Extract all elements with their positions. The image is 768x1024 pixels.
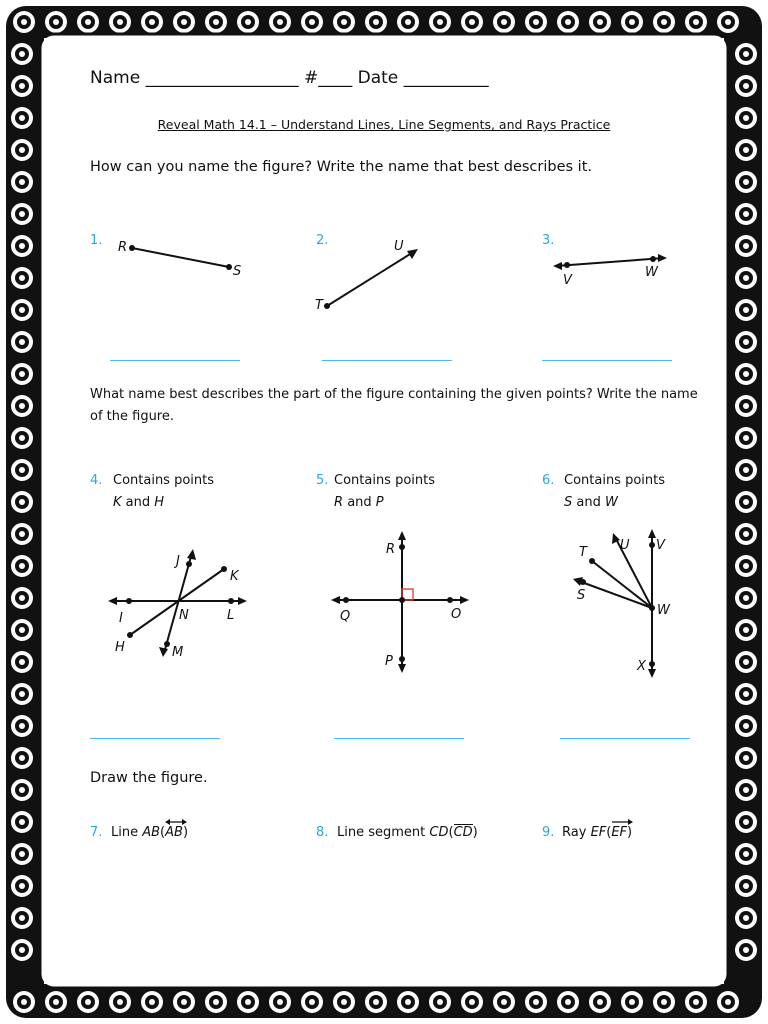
point-label: T bbox=[579, 545, 587, 560]
border-swirl bbox=[7, 199, 37, 229]
section3-instruction: Draw the figure. bbox=[90, 770, 208, 786]
line-symbol bbox=[165, 825, 183, 840]
border-swirl bbox=[731, 871, 761, 901]
border-swirl bbox=[731, 551, 761, 581]
figure-5-perpendicular-lines bbox=[325, 528, 475, 678]
point-label: T bbox=[315, 298, 323, 313]
border-swirl bbox=[7, 839, 37, 869]
problem-1-number: 1. bbox=[90, 233, 103, 248]
border-swirl bbox=[7, 935, 37, 965]
border-swirl bbox=[731, 743, 761, 773]
point-label: S bbox=[233, 264, 242, 279]
problem-7-label: Line bbox=[111, 825, 139, 840]
point-label: U bbox=[394, 239, 404, 254]
point-label: N bbox=[179, 608, 189, 623]
problem-8-label: Line segment bbox=[337, 825, 426, 840]
point-label: I bbox=[119, 611, 123, 626]
problem-8-number: 8. bbox=[316, 825, 329, 840]
border-swirl bbox=[731, 583, 761, 613]
worksheet-title: Reveal Math 14.1 – Understand Lines, Line Segments, and Rays Practice bbox=[157, 117, 611, 132]
figure-4-intersecting-lines bbox=[100, 540, 260, 670]
border-swirl bbox=[329, 987, 359, 1017]
point-label: H bbox=[115, 640, 125, 655]
border-swirl bbox=[457, 987, 487, 1017]
border-swirl bbox=[7, 711, 37, 741]
border-swirl bbox=[713, 7, 743, 37]
problem-6-points bbox=[564, 495, 618, 510]
border-swirl bbox=[361, 987, 391, 1017]
border-swirl bbox=[731, 487, 761, 517]
border-swirl bbox=[731, 935, 761, 965]
border-swirl bbox=[233, 987, 263, 1017]
border-swirl bbox=[7, 679, 37, 709]
border-swirl bbox=[731, 167, 761, 197]
border-swirl bbox=[7, 519, 37, 549]
problem-5-text: Contains points bbox=[334, 473, 436, 488]
name-field bbox=[90, 68, 489, 88]
border-swirl bbox=[7, 551, 37, 581]
answer-blank-6[interactable] bbox=[560, 738, 690, 739]
border-swirl bbox=[731, 647, 761, 677]
point-w: W bbox=[605, 495, 618, 510]
border-swirl bbox=[105, 987, 135, 1017]
problem-9-label: Ray bbox=[562, 825, 587, 840]
problem-2-number: 2. bbox=[316, 233, 329, 248]
problem-7-name: AB bbox=[142, 825, 161, 840]
point-label: S bbox=[577, 588, 586, 603]
figure-1-segment-rs bbox=[100, 228, 260, 298]
border-swirl bbox=[7, 263, 37, 293]
problem-7-symbol: AB bbox=[165, 825, 183, 840]
problem-4-text: Contains points bbox=[113, 473, 215, 488]
border-swirl bbox=[731, 295, 761, 325]
problem-5-number: 5. bbox=[316, 473, 329, 488]
problem-7-number: 7. bbox=[90, 825, 103, 840]
border-swirl bbox=[393, 987, 423, 1017]
problem-3-number: 3. bbox=[542, 233, 555, 248]
border-swirl bbox=[585, 987, 615, 1017]
border-swirl bbox=[731, 263, 761, 293]
problem-9-name: EF bbox=[590, 825, 607, 840]
border-swirl bbox=[7, 327, 37, 357]
border-swirl bbox=[7, 455, 37, 485]
answer-blank-2[interactable] bbox=[322, 360, 452, 361]
figure-6-rays bbox=[565, 525, 695, 685]
problem-6-number: 6. bbox=[542, 473, 555, 488]
border-swirl bbox=[425, 987, 455, 1017]
border-swirl bbox=[731, 807, 761, 837]
problem-9-text: Ray EF( EF) bbox=[562, 825, 632, 840]
border-swirl bbox=[731, 71, 761, 101]
border-swirl bbox=[7, 135, 37, 165]
border-swirl bbox=[681, 987, 711, 1017]
border-swirl bbox=[489, 987, 519, 1017]
point-label: Q bbox=[340, 609, 351, 624]
border-swirl bbox=[265, 987, 295, 1017]
answer-blank-3[interactable] bbox=[542, 360, 672, 361]
point-p: P bbox=[375, 495, 384, 510]
border-swirl bbox=[7, 231, 37, 261]
border-swirl bbox=[169, 987, 199, 1017]
border-swirl bbox=[7, 167, 37, 197]
problem-4-points bbox=[113, 495, 164, 510]
border-swirl bbox=[297, 987, 327, 1017]
point-label: O bbox=[451, 607, 462, 622]
border-swirl bbox=[7, 391, 37, 421]
answer-blank-5[interactable] bbox=[334, 738, 464, 739]
ray-arrow-icon bbox=[611, 818, 633, 826]
point-label: W bbox=[645, 265, 658, 280]
point-label: V bbox=[563, 273, 572, 288]
border-swirl bbox=[521, 987, 551, 1017]
border-swirl bbox=[7, 295, 37, 325]
problem-7-text: Line AB( AB) bbox=[111, 825, 188, 840]
point-label: M bbox=[172, 645, 184, 660]
point-label: X bbox=[637, 659, 646, 674]
and-word: and bbox=[347, 495, 372, 510]
border-swirl bbox=[731, 359, 761, 389]
point-label: W bbox=[657, 603, 670, 618]
problem-4-number: 4. bbox=[90, 473, 103, 488]
problem-8-name: CD bbox=[429, 825, 449, 840]
problem-9-number: 9. bbox=[542, 825, 555, 840]
border-swirl bbox=[7, 583, 37, 613]
problem-8-text: Line segment CD(CD) bbox=[337, 825, 478, 840]
figure-2-ray-tu bbox=[310, 228, 440, 323]
point-label: V bbox=[656, 538, 665, 553]
problem-5-points bbox=[334, 495, 384, 510]
and-word: and bbox=[576, 495, 601, 510]
border-swirl bbox=[713, 987, 743, 1017]
border-swirl bbox=[731, 327, 761, 357]
border-swirl bbox=[731, 39, 761, 69]
border-swirl bbox=[731, 839, 761, 869]
border-swirl bbox=[7, 871, 37, 901]
border-swirl bbox=[7, 39, 37, 69]
border-swirl bbox=[9, 987, 39, 1017]
point-h: H bbox=[154, 495, 165, 510]
border-swirl bbox=[7, 359, 37, 389]
border-swirl bbox=[7, 615, 37, 645]
figure-3-line-vw bbox=[548, 245, 678, 295]
border-swirl bbox=[7, 743, 37, 773]
border-swirl bbox=[7, 775, 37, 805]
border-swirl bbox=[649, 987, 679, 1017]
border-swirl bbox=[137, 987, 167, 1017]
ray-symbol bbox=[611, 825, 627, 840]
border-swirl bbox=[73, 987, 103, 1017]
point-label: J bbox=[176, 554, 180, 569]
number-label: # bbox=[303, 68, 319, 88]
and-word: and bbox=[125, 495, 151, 510]
answer-blank-1[interactable] bbox=[110, 360, 240, 361]
border-swirl bbox=[731, 679, 761, 709]
border-swirl bbox=[7, 71, 37, 101]
border-swirl bbox=[7, 807, 37, 837]
worksheet-page bbox=[44, 38, 724, 984]
point-label: U bbox=[620, 538, 630, 553]
border-swirl bbox=[731, 391, 761, 421]
border-swirl bbox=[553, 987, 583, 1017]
border-swirl bbox=[41, 987, 71, 1017]
problem-6-text: Contains points bbox=[564, 473, 666, 488]
point-label: L bbox=[227, 608, 235, 623]
point-s: S bbox=[564, 495, 573, 510]
section2-instruction: What name best describes the part of the figure containing the given points? Write the name of the figure. bbox=[90, 387, 698, 424]
double-arrow-icon bbox=[165, 818, 187, 826]
number-blank: ____ bbox=[318, 68, 353, 88]
border-swirl bbox=[7, 423, 37, 453]
date-label: Date bbox=[357, 68, 399, 88]
border-swirl bbox=[731, 615, 761, 645]
point-k: K bbox=[113, 495, 122, 510]
border-swirl bbox=[7, 487, 37, 517]
border-swirl bbox=[731, 199, 761, 229]
border-swirl bbox=[731, 423, 761, 453]
border-swirl bbox=[201, 987, 231, 1017]
point-label: P bbox=[385, 654, 393, 669]
section1-instruction: How can you name the figure? Write the name that best describes it. bbox=[90, 159, 592, 175]
border-swirl bbox=[731, 455, 761, 485]
point-label: R bbox=[386, 542, 396, 557]
problem-8-symbol: CD bbox=[453, 825, 473, 840]
border-swirl bbox=[731, 135, 761, 165]
border-swirl bbox=[9, 7, 39, 37]
point-label: R bbox=[118, 240, 128, 255]
problem-9-symbol: EF bbox=[611, 825, 628, 840]
point-label: K bbox=[230, 569, 239, 584]
border-swirl bbox=[731, 903, 761, 933]
date-blank: __________ bbox=[403, 68, 489, 88]
name-blank: __________________ bbox=[145, 68, 299, 88]
border-swirl bbox=[731, 231, 761, 261]
border-swirl bbox=[7, 647, 37, 677]
border-swirl bbox=[731, 775, 761, 805]
point-r: R bbox=[334, 495, 344, 510]
border-swirl bbox=[731, 711, 761, 741]
answer-blank-4[interactable] bbox=[90, 738, 220, 739]
border-swirl bbox=[731, 519, 761, 549]
border-swirl bbox=[617, 987, 647, 1017]
name-label: Name bbox=[90, 68, 141, 88]
border-swirl bbox=[7, 903, 37, 933]
